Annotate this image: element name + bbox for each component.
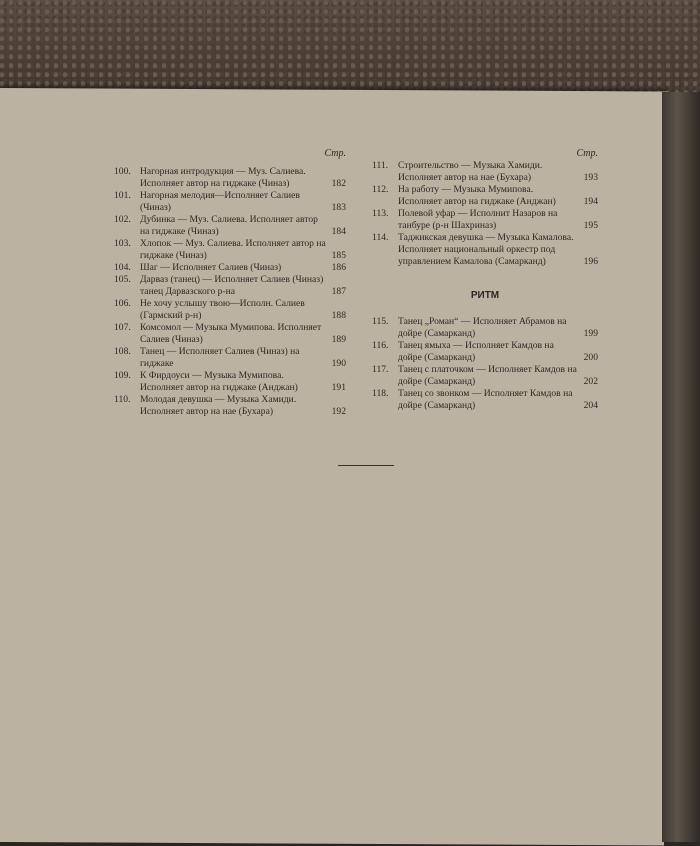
left-entry-list	[114, 166, 346, 418]
contents-entry	[372, 316, 598, 340]
right-column	[372, 148, 598, 412]
entry-title: Танец „Роман“ — Исполняет Абрамов на дойре (Самарканд)	[398, 316, 567, 339]
entry-number: 106.	[114, 298, 131, 309]
contents-entry	[114, 262, 346, 274]
entry-title: Дубинка — Муз. Салиева. Исполняет автор на гиджаке (Чиназ)	[140, 214, 318, 237]
entry-page-number: 196	[583, 256, 598, 267]
entry-number: 101.	[114, 190, 131, 201]
contents-entry	[114, 214, 346, 238]
entry-title: Нагорная интродукция — Муз. Салиева. Исполняет автор на гиджаке (Чиназ)	[140, 166, 306, 189]
entry-title: На работу — Музыка Мумипова. Исполняет автор на гиджаке (Анджан)	[398, 184, 556, 207]
entry-number: 118.	[372, 388, 389, 399]
entry-page-number: 202	[583, 376, 598, 387]
entry-page-number: 191	[331, 382, 346, 393]
entry-page-number: 200	[583, 352, 598, 363]
contents-entry	[372, 160, 598, 184]
contents-entry	[114, 166, 346, 190]
contents-entry	[114, 394, 346, 418]
entry-number: 109.	[114, 370, 131, 381]
entry-title: Хлопок — Муз. Салиева. Исполняет автор на гиджаке (Чиназ)	[140, 238, 326, 261]
entry-number: 107.	[114, 322, 131, 333]
entry-number: 110.	[114, 394, 131, 405]
entry-number: 113.	[372, 208, 389, 219]
entry-title: Танец — Исполняет Салиев (Чиназ) на гиджаке	[140, 346, 300, 369]
entry-number: 111.	[372, 160, 389, 171]
contents-entry	[114, 322, 346, 346]
entry-page-number: 192	[331, 406, 346, 417]
entry-number: 114.	[372, 232, 389, 243]
entry-title: Танец с платочком — Исполняет Камдов на дойре (Самарканд)	[398, 364, 577, 387]
entry-number: 115.	[372, 316, 389, 327]
section-title-rhythm: РИТМ	[470, 290, 500, 301]
entry-title: Полевой уфар — Исполнит Назаров на танбуре (р-н Шахриназ)	[398, 208, 558, 231]
left-column	[114, 148, 346, 418]
entry-title: Не хочу услышу твою—Исполн. Салиев (Гармский р-н)	[140, 298, 305, 321]
entry-page-number: 186	[331, 262, 346, 273]
entry-title: Танец со звонком — Исполняет Камдов на дойре (Самарканд)	[398, 388, 573, 411]
entry-page-number: 184	[331, 226, 346, 237]
contents-entry	[372, 232, 598, 268]
entry-number: 100.	[114, 166, 131, 177]
entry-page-number: 187	[331, 286, 346, 297]
contents-entry	[114, 274, 346, 298]
page-column-header: Стр.	[576, 148, 598, 159]
entry-number: 112.	[372, 184, 389, 195]
contents-entry	[114, 298, 346, 322]
right-entry-list	[372, 160, 598, 268]
entry-title: Строительство — Музыка Хамиди. Исполняет автор на нае (Бухара)	[398, 160, 543, 183]
entry-title: К Фирдоуси — Музыка Мумипова. Исполняет автор на гиджаке (Анджан)	[140, 370, 298, 393]
contents-entry	[372, 184, 598, 208]
background-carpet	[0, 0, 700, 95]
entry-page-number: 193	[583, 172, 598, 183]
contents-entry	[114, 238, 346, 262]
entry-page-number: 188	[331, 310, 346, 321]
contents-entry	[114, 190, 346, 214]
entry-page-number: 190	[331, 358, 346, 369]
entry-number: 102.	[114, 214, 131, 225]
rhythm-entry-list	[372, 316, 598, 412]
contents-entry	[114, 346, 346, 370]
entry-title: Таджикская девушка — Музыка Камалова. Исполняет национальный оркестр под управлением Камалова (Самарканд)	[398, 232, 574, 267]
entry-number: 117.	[372, 364, 389, 375]
entry-page-number: 195	[583, 220, 598, 231]
entry-title: Шаг — Исполняет Салиев (Чиназ)	[140, 262, 282, 273]
entry-page-number: 189	[331, 334, 346, 345]
entry-number: 105.	[114, 274, 131, 285]
entry-title: Молодая девушка — Музыка Хамиди. Исполняет автор на нае (Бухара)	[140, 394, 297, 417]
entry-title: Комсомол — Музыка Мумипова. Исполняет Салиев (Чиназ)	[140, 322, 322, 345]
entry-title: Дарваз (танец) — Исполняет Салиев (Чиназ) танец Дарвазского р-на	[140, 274, 324, 297]
entry-page-number: 183	[331, 202, 346, 213]
page-column-header: Стр.	[324, 148, 346, 159]
contents-entry	[372, 364, 598, 388]
contents-entry	[114, 370, 346, 394]
entry-page-number: 194	[583, 196, 598, 207]
contents-entry	[372, 388, 598, 412]
contents-entry	[372, 340, 598, 364]
book-gutter	[662, 92, 700, 842]
divider-rule	[338, 465, 394, 466]
entry-title: Танец ямыха — Исполняет Камдов на дойре (Самарканд)	[398, 340, 554, 363]
entry-title: Нагорная мелодия—Исполняет Салиев (Чиназ)	[140, 190, 300, 213]
contents-entry	[372, 208, 598, 232]
entry-number: 103.	[114, 238, 131, 249]
entry-page-number: 185	[331, 250, 346, 261]
entry-number: 116.	[372, 340, 389, 351]
entry-page-number: 182	[331, 178, 346, 189]
entry-number: 108.	[114, 346, 131, 357]
entry-number: 104.	[114, 262, 131, 273]
entry-page-number: 204	[583, 400, 598, 411]
entry-page-number: 199	[583, 328, 598, 339]
